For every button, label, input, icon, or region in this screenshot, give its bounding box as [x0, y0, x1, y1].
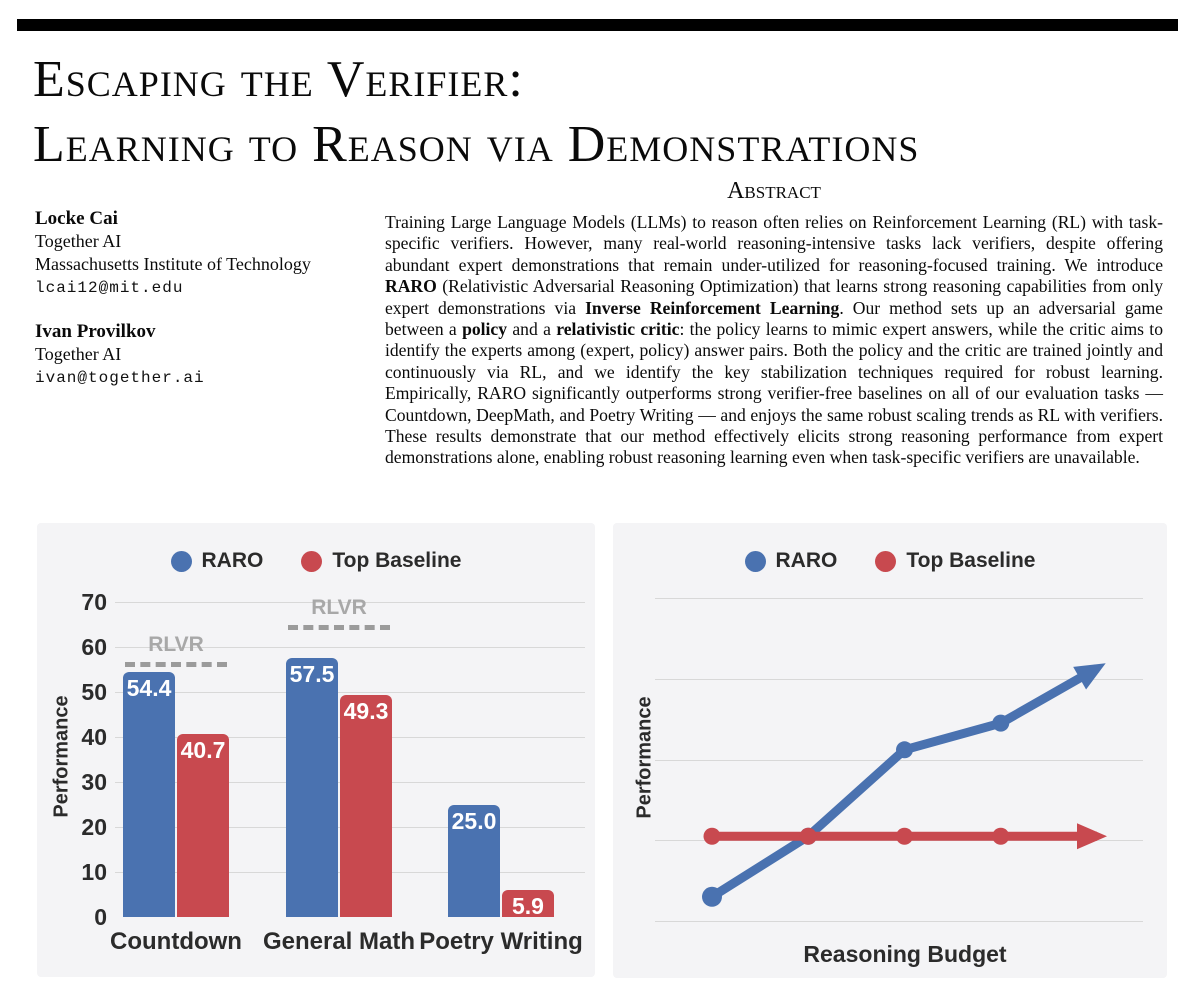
gridline-y50: [115, 692, 585, 693]
y-tick-50: 50: [81, 679, 107, 705]
abstract-bold-term: policy: [462, 319, 508, 340]
rlvr-dashed-line-general-math: [288, 625, 390, 630]
abstract-text-segment: . Our method sets up an adversarial game between a: [385, 297, 1163, 340]
bar-value-raro-general-math: 57.5: [289, 661, 335, 688]
y-tick-0: 0: [94, 904, 107, 930]
author-affiliation: Together AI: [35, 344, 122, 364]
legend-label-raro: RARO: [201, 549, 264, 572]
author-entry: [35, 320, 385, 390]
abstract-text-segment: Training Large Language Models (LLMs) to reason often relies on Reinforcement Learning (RL) with task-specific verifiers. However, many real-world reasoning-intensive tasks lack verifiers, despite offering abundant expert demonstrations that remain under-utilized for reasoning-focused training. We introduce: [385, 212, 1163, 275]
abstract-text-segment: (Relativistic Adversarial Reasoning Optimization) that learns strong reasoning capabilities from only expert demonstrations via: [385, 276, 1163, 318]
bar-value-top-baseline-poetry-writing: 5.9: [512, 893, 544, 920]
author-entry: [35, 207, 385, 300]
title-line-2: Learning to Reason via Demonstrations: [33, 116, 920, 173]
abstract-bold-term: RARO: [385, 276, 437, 297]
x-axis-label: Reasoning Budget: [803, 941, 1007, 967]
author-block: [35, 207, 385, 410]
author-affiliation: Together AI: [35, 231, 122, 251]
y-tick-60: 60: [81, 634, 107, 660]
data-point-raro-2: [896, 741, 913, 758]
y-tick-10: 10: [81, 859, 107, 885]
author-affiliation: Massachusetts Institute of Technology: [35, 254, 311, 274]
abstract-text-segment: : the policy learns to mimic expert answers, while the critic aims to identify the experts among (expert, policy) answer pairs. Both the policy and the critic are trained jointly and continuously via RL, and we identify the key stabilization techniques required for robust learning. Empirically, RARO significantly outperforms strong verifier-free baselines on all of our evaluation tasks — Countdown, DeepMath, and Poetry Writing — and enjoys the same robust scaling trends as RL with verifiers. These results demonstrate that our method effectively elicits strong reasoning performance from expert demonstrations alone, enabling robust reasoning learning even when task-specific verifiers are unavailable.: [385, 319, 1163, 468]
author-name: Locke Cai: [35, 208, 118, 229]
x-category-countdown: Countdown: [110, 928, 242, 955]
data-point-top-baseline-3: [992, 828, 1009, 845]
data-point-top-baseline-2: [896, 828, 913, 845]
bar-chart-performance: [37, 523, 595, 977]
bar-top-baseline-general-math: [340, 695, 392, 917]
rlvr-label-general-math: RLVR: [311, 595, 367, 619]
x-category-general-math: General Math: [262, 928, 416, 955]
legend-dot-top-baseline-icon: [301, 551, 322, 572]
bar-value-top-baseline-countdown: 40.7: [180, 736, 226, 763]
y-tick-40: 40: [81, 724, 107, 750]
y-tick-30: 30: [81, 769, 107, 795]
legend-item-raro: [171, 549, 264, 573]
legend-item-top-baseline: [301, 549, 461, 573]
author-email: lcai12@mit.edu: [35, 279, 184, 297]
data-point-top-baseline-0: [704, 828, 721, 845]
rlvr-label-countdown: RLVR: [148, 632, 204, 656]
abstract-bold-term: relativistic critic: [556, 319, 680, 340]
title-line-1: Escaping the Verifier:: [33, 51, 524, 108]
data-point-raro-3: [992, 715, 1009, 732]
abstract-text-segment: and a: [507, 319, 557, 340]
y-tick-70: 70: [81, 589, 107, 615]
line-plot-canvas: [613, 523, 1167, 978]
legend-label-raro: RARO: [775, 549, 838, 572]
bar-value-raro-poetry-writing: 25.0: [451, 807, 497, 834]
title-rule: [17, 19, 1178, 31]
abstract-text: [385, 212, 1163, 469]
bar-raro-countdown: [123, 672, 175, 917]
data-point-top-baseline-1: [800, 828, 817, 845]
bar-value-raro-countdown: 54.4: [126, 675, 172, 702]
abstract-heading: Abstract: [727, 178, 821, 204]
y-tick-20: 20: [81, 814, 107, 840]
data-point-raro-0: [702, 887, 722, 907]
legend-label-top-baseline: Top Baseline: [906, 549, 1036, 572]
y-axis-label: Performance: [633, 696, 656, 819]
author-email: ivan@together.ai: [35, 369, 205, 387]
bar-raro-general-math: [286, 658, 338, 917]
chart-legend: [37, 549, 595, 573]
paper-title: [33, 47, 919, 177]
abstract-bold-term: Inverse Reinforcement Learning: [585, 297, 840, 318]
author-name: Ivan Provilkov: [35, 321, 156, 342]
y-axis-label: Performance: [50, 695, 73, 818]
legend-dot-raro-icon: [171, 551, 192, 572]
bar-value-top-baseline-general-math: 49.3: [343, 698, 389, 725]
legend-label-top-baseline: Top Baseline: [332, 549, 462, 572]
rlvr-dashed-line-countdown: [125, 662, 227, 667]
abstract-section: [385, 178, 1163, 469]
line-chart-reasoning-budget: [613, 523, 1167, 978]
x-category-poetry-writing: Poetry Writing: [419, 928, 583, 955]
series-line-raro: [712, 668, 1097, 897]
